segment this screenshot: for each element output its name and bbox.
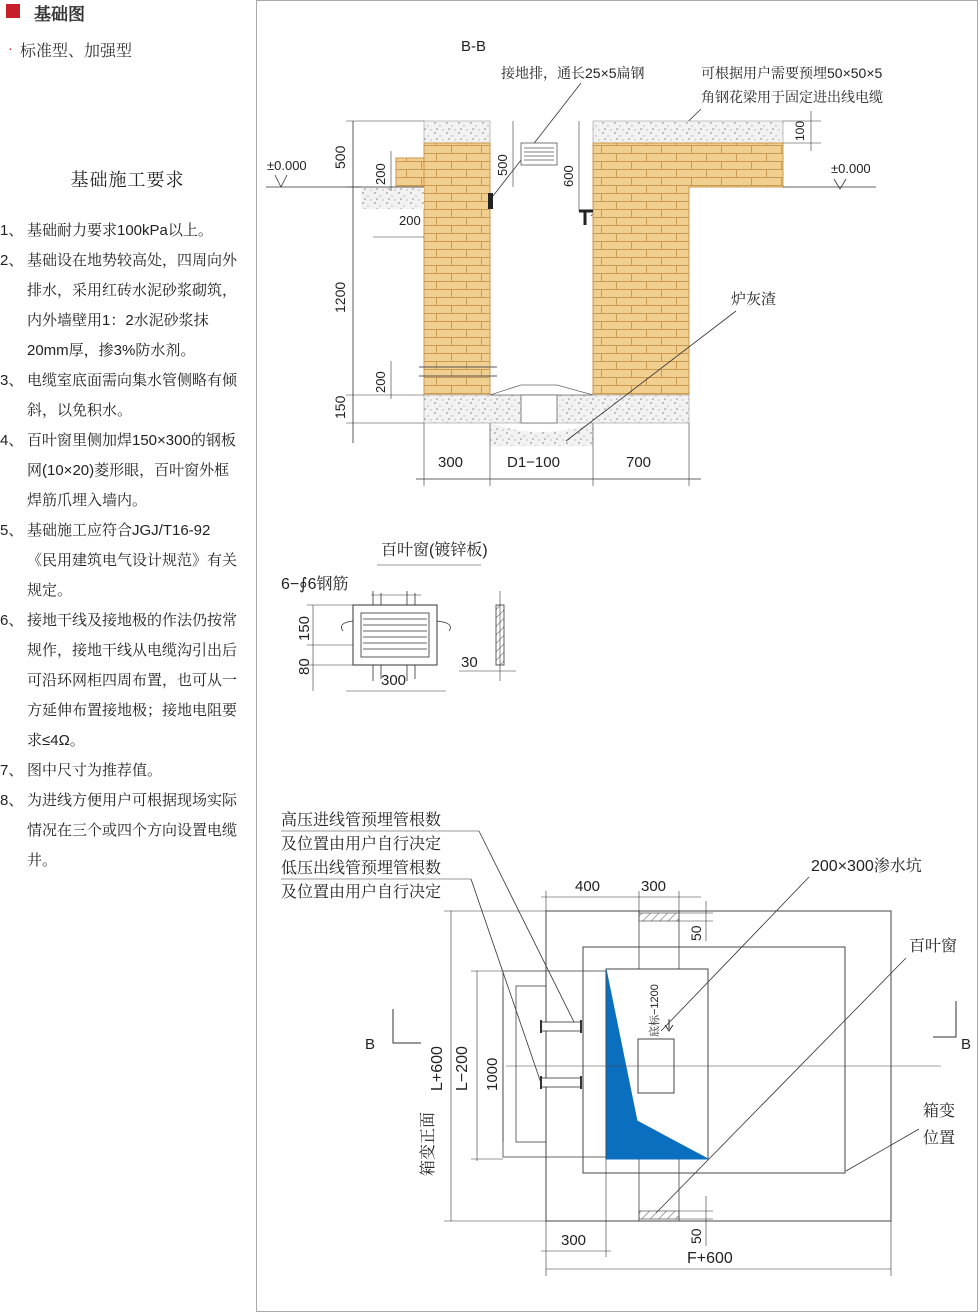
slag-label: 炉灰渣 xyxy=(731,291,777,308)
bullet-dot: · xyxy=(8,40,13,56)
pit-label: 200×300渗水坑 xyxy=(811,858,922,875)
vent-grille xyxy=(521,143,557,165)
ground-soil xyxy=(361,187,424,209)
requirements-list xyxy=(0,216,240,876)
width-300: 300 xyxy=(438,454,464,471)
dim-1000: 1000 xyxy=(484,1057,501,1091)
dim-50-top: 50 xyxy=(688,925,704,941)
louver-dim-80: 80 xyxy=(296,658,313,675)
requirement-item: 7、 图中尺寸为推荐值。 xyxy=(0,762,163,779)
section-label: B-B xyxy=(461,38,487,55)
hv-pipe xyxy=(541,1020,581,1033)
requirements-title: 基础施工要求 xyxy=(70,170,185,190)
section-title: 基础图 xyxy=(34,5,85,24)
drain-opening xyxy=(521,395,557,423)
level-right: ±0.000 xyxy=(831,161,871,176)
box-label-1: 箱变 xyxy=(923,1103,956,1120)
requirement-item: 3、 电缆室底面需向集水管侧略有倾斜，以免积水。 xyxy=(0,372,238,419)
drawing-panel xyxy=(256,0,978,1312)
dim-600: 600 xyxy=(561,165,576,187)
louver-dim-150: 150 xyxy=(296,615,313,641)
left-brick-wall xyxy=(424,143,490,395)
plan-view xyxy=(281,810,971,1276)
ground-strip-label: 接地排，通长25×5扁钢 xyxy=(501,65,645,81)
louver-detail xyxy=(281,541,516,691)
hv-note-1: 高压进线管预埋管根数 xyxy=(281,812,442,829)
bottom-mark: 底标−1200 xyxy=(649,984,661,1037)
level-left: ±0.000 xyxy=(267,158,307,173)
hv-note-2: 及位置由用户自行决定 xyxy=(281,836,442,853)
b-marker-left: B xyxy=(365,1036,376,1053)
dim-100: 100 xyxy=(793,120,807,141)
section-marker xyxy=(6,4,20,18)
right-brick-wall xyxy=(593,143,783,395)
notes-sidebar xyxy=(0,0,255,1314)
lv-note-2: 及位置由用户自行决定 xyxy=(281,884,442,901)
louver-top xyxy=(639,913,679,921)
foundation-drawing xyxy=(257,1,979,1313)
requirement-item: 6、 接地干线及接地极的作法仍按常规作，接地干线从电缆沟引出后可沿环网柜四周布置，也可从一方延伸布置接地极；接地电阻要求≤4Ω。 xyxy=(0,612,238,749)
louver-dim-30: 30 xyxy=(461,654,478,671)
embed-note-2: 角钢花梁用于固定进出线电缆 xyxy=(701,89,883,105)
rebar-label: 6−∮6钢筋 xyxy=(281,576,349,593)
requirement-item: 8、 为进线方便用户可根据现场实际情况在三个或四个方向设置电缆井。 xyxy=(0,792,238,869)
dim-200-c: 200 xyxy=(373,371,388,393)
front-label: 箱变正面 xyxy=(420,1111,437,1176)
dim-400: 400 xyxy=(575,878,601,895)
dim-L600: L+600 xyxy=(429,1046,446,1091)
requirement-item: 5、 基础施工应符合JGJ/T16-92《民用建筑电气设计规范》有关规定。 xyxy=(0,522,238,599)
requirement-item: 4、 百叶窗里侧加焊150×300的钢板网(10×20)菱形眼，百叶窗外框焊筋爪埋入墙内。 xyxy=(0,432,236,509)
section-view xyxy=(266,38,883,486)
ground-strip-mark xyxy=(488,193,493,209)
louver-bottom xyxy=(639,1211,679,1219)
requirement-item: 2、 基础设在地势较高处，四周向外排水，采用红砖水泥砂浆砌筑，内外墙壁用1：2水泥砂浆抹20mm厚，掺3%防水剂。 xyxy=(0,252,238,359)
requirement-item: 1、 基础耐力要求100kPa以上。 xyxy=(0,222,213,239)
top-gravel-right xyxy=(593,121,783,143)
width-700: 700 xyxy=(626,454,652,471)
width-d1: D1−100 xyxy=(507,454,560,471)
top-gravel-left xyxy=(424,121,490,143)
box-label-2: 位置 xyxy=(923,1130,956,1147)
dim-1200: 1200 xyxy=(332,281,348,313)
dim-200-left: 200 xyxy=(373,163,388,185)
dim-F600: F+600 xyxy=(687,1250,733,1267)
lv-note-1: 低压出线管预埋管根数 xyxy=(281,860,442,877)
slag-fill xyxy=(490,423,593,446)
left-brick-ledge xyxy=(396,158,424,187)
dim-L200: L−200 xyxy=(454,1046,471,1091)
lv-pipe xyxy=(541,1076,581,1089)
dim-150: 150 xyxy=(332,395,348,419)
section-subtitle: 标准型、加强型 xyxy=(20,43,133,60)
b-marker-right: B xyxy=(961,1036,972,1053)
dim-500-inner: 500 xyxy=(495,154,510,176)
dim-300-top: 300 xyxy=(641,878,667,895)
embed-note-1: 可根据用户需要预埋50×50×5 xyxy=(701,65,883,81)
louver-dim-300: 300 xyxy=(381,672,407,689)
dim-200-b: 200 xyxy=(399,213,421,228)
louver-label: 百叶窗 xyxy=(909,938,958,955)
dim-50-bottom: 50 xyxy=(688,1228,704,1244)
angle-steel-mark xyxy=(579,211,593,225)
dim-500-left: 500 xyxy=(332,145,348,169)
dim-300-bottom: 300 xyxy=(561,1232,587,1249)
louver-detail-title: 百叶窗(镀锌板) xyxy=(381,542,488,559)
